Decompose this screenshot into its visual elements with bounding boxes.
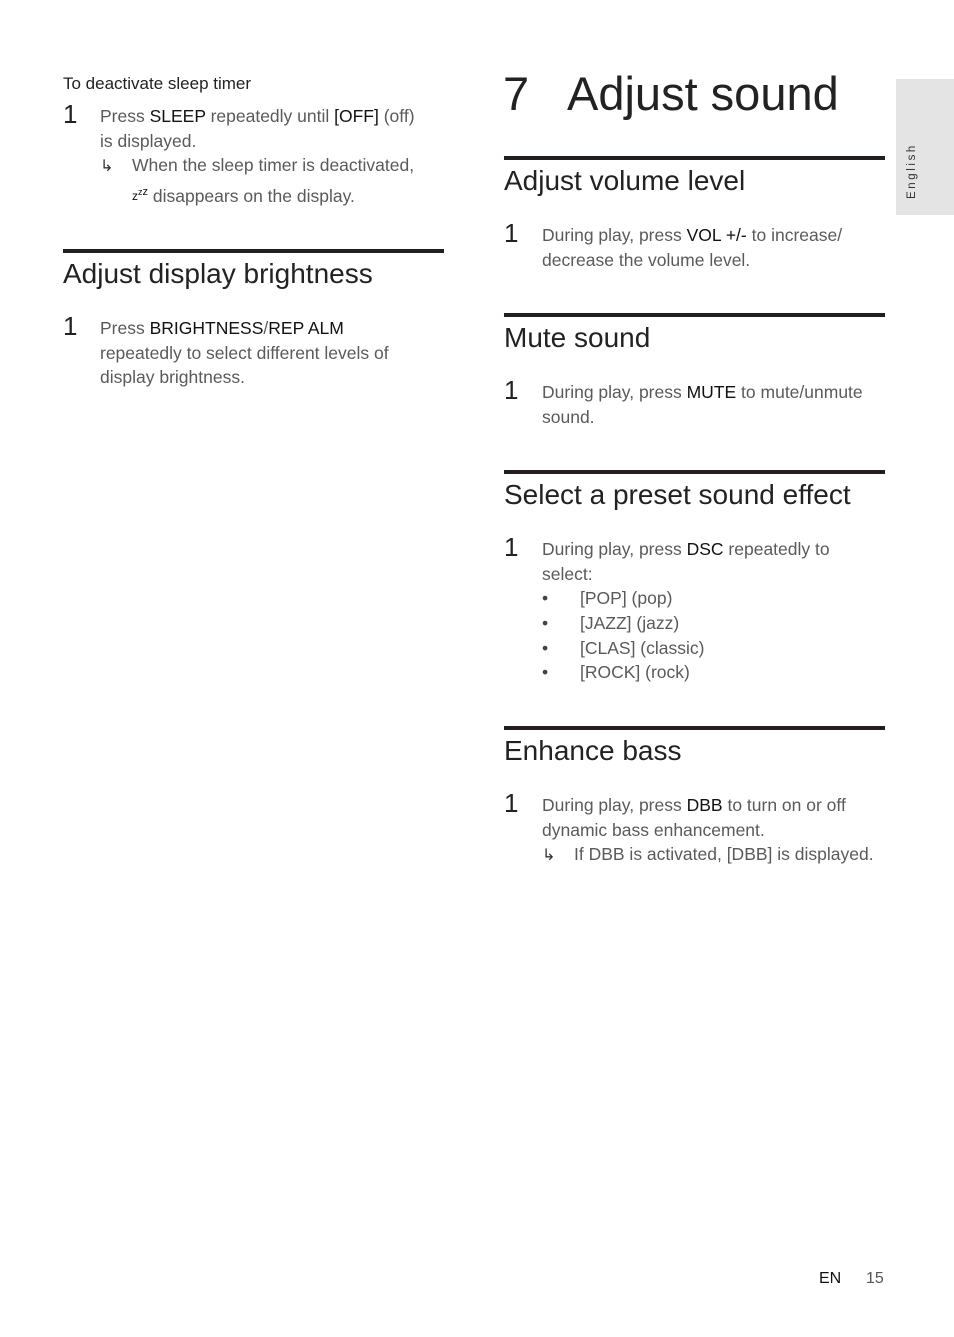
language-tab: English	[896, 79, 954, 215]
deactivate-sleep-heading: To deactivate sleep timer	[63, 74, 252, 93]
step-number: 1	[504, 532, 519, 562]
list-item: • [JAZZ] (jazz)	[542, 612, 680, 633]
brightness-step-text: Press BRIGHTNESS/REP ALM repeatedly to select different levels of display brightness.	[100, 318, 389, 387]
list-item: • [CLAS] (classic)	[542, 637, 705, 658]
section-title-preset: Select a preset sound effect	[504, 479, 851, 510]
step-number: 1	[504, 788, 519, 818]
deactivate-step-text: Press SLEEP repeatedly until [OFF] (off) is displayed. ↳ When the sleep timer is deactivated, $z^{zz}$ disappears on the display.	[100, 106, 415, 206]
preset-step-text: During play, press DSC repeatedly to select: • [POP] (pop) • [JAZZ] (jazz) • [CLAS] (classic) • [ROCK] (rock)	[542, 537, 887, 685]
section-divider	[504, 470, 885, 474]
section-divider	[504, 156, 885, 160]
bass-step-text: During play, press DBB to turn on or off dynamic bass enhancement. ↳ If DBB is activated, [DBB] is displayed.	[542, 793, 887, 869]
footer-language: EN	[819, 1270, 842, 1287]
section-title-mute: Mute sound	[504, 322, 651, 353]
page-number: 15	[866, 1270, 884, 1287]
mute-step-text: During play, press MUTE to mute/unmute sound.	[542, 382, 863, 427]
list-item: • [POP] (pop)	[542, 588, 673, 608]
step-number: 1	[63, 99, 78, 129]
section-title-bass: Enhance bass	[504, 735, 682, 766]
step-number: 1	[504, 218, 519, 248]
section-title-brightness: Adjust display brightness	[63, 258, 373, 289]
chapter-title: 7 Adjust sound	[503, 67, 839, 120]
section-divider	[504, 313, 885, 317]
section-divider	[63, 249, 444, 253]
list-item: • [ROCK] (rock)	[542, 662, 690, 683]
sleep-zzz-icon: $z^{zz}$	[132, 185, 148, 203]
section-title-volume: Adjust volume level	[504, 165, 746, 196]
result-arrow-icon: ↳	[542, 847, 556, 864]
volume-step-text: During play, press VOL +/- to increase/ decrease the volume level.	[542, 225, 843, 270]
step-number: 1	[504, 375, 519, 405]
step-number: 1	[63, 311, 78, 341]
section-divider	[504, 726, 885, 730]
result-arrow-icon: ↳	[100, 158, 114, 175]
